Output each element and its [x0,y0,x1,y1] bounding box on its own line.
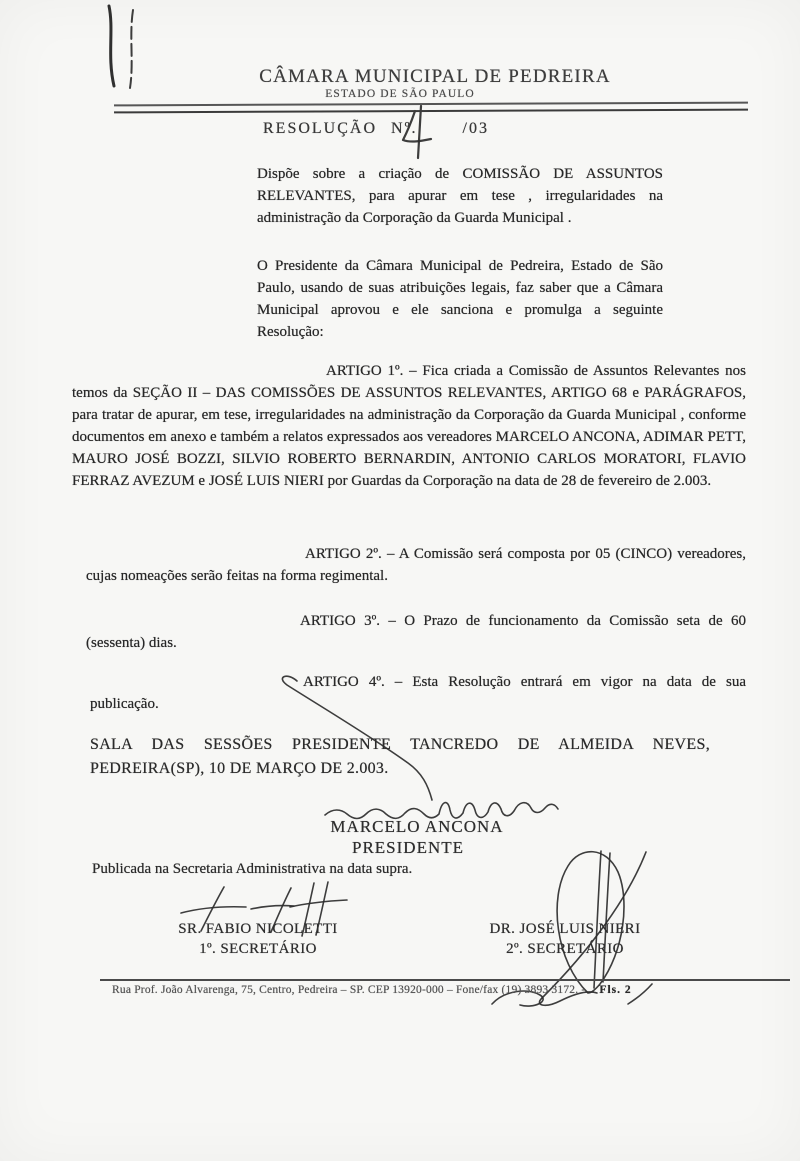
footer-page-ref: Fls. 2 [599,984,632,996]
article-3-paragraph: ARTIGO 3º. – O Prazo de funcionamento da Comissão seta de 60 (sessenta) dias. [86,613,746,651]
header-divider [114,102,748,114]
first-secretary-block [133,919,383,959]
second-secretary-name: DR. JOSÉ LUIS NIERI [489,921,641,937]
second-secretary-block [440,919,690,959]
president-role: PRESIDENTE [352,838,464,857]
footer-divider [100,979,790,981]
article-1-paragraph: ARTIGO 1º. – Fica criada a Comissão de Assuntos Relevantes nos temos da SEÇÃO II – DAS COMISSÕES DE ASSUNTOS RELEVANTES, ARTIGO 68 e PARÁGRAFOS, para tratar de apurar, em tese, irregularidades na administração da Corporação da Guarda Municipal , conforme documentos em anexo e também a relatos expressados aos vereadores MARCELO ANCONA, ADIMAR PETT, MAURO JOSÉ BOZZI, SILVIO ROBERTO BERNARDIN, ANTONIO CARLOS MORATORI, FLAVIO FERRAZ AVEZUM e JOSÉ LUIS NIERI por Guardas da Corporação na data de 28 de fevereiro de 2.003. [72,363,746,489]
first-secretary-name: SR. FABIO NICOLETTI [178,921,338,937]
footer-line [112,984,788,996]
publication-note: Publicada na Secretaria Administrativa na data supra. [92,861,413,877]
resolution-label-prefix: RESOLUÇÃO Nº. [263,120,418,137]
first-secretary-role: 1º. SECRETÁRIO [199,941,317,957]
article-4-paragraph: ARTIGO 4º. – Esta Resolução entrará em vigor na data de sua publicação. [90,674,746,712]
preamble-paragraph: O Presidente da Câmara Municipal de Pedreira, Estado de São Paulo, usando de suas atribuições legais, faz saber que a Câmara Municipal aprovou e ele sanciona e promulga a seguinte Resolução: [257,258,663,340]
resolution-label-suffix: /03 [462,120,489,137]
session-hall-paragraph: SALA DAS SESSÕES PRESIDENTE TANCREDO DE ALMEIDA NEVES, PEDREIRA(SP), 10 DE MARÇO DE 2.003. [90,736,710,777]
document-title: CÂMARA MUNICIPAL DE PEDREIRA [259,66,611,87]
resolution-title [263,120,489,138]
article-2-paragraph: ARTIGO 2º. – A Comissão será composta por 05 (CINCO) vereadores, cujas nomeações serão feitas na forma regimental. [86,546,746,584]
footer-address: Rua Prof. João Alvarenga, 75, Centro, Pedreira – SP. CEP 13920-000 – Fone/fax (19) 3893 3172. - [112,984,586,996]
president-name: MARCELO ANCONA [330,817,504,836]
document-subtitle: ESTADO DE SÃO PAULO [325,88,475,100]
second-secretary-role: 2º. SECRETÁRIO [506,941,624,957]
resolution-summary-paragraph: Dispõe sobre a criação de COMISSÃO DE ASSUNTOS RELEVANTES, para apurar em tese , irregularidades na administração da Corporação da Guarda Municipal . [257,166,663,226]
